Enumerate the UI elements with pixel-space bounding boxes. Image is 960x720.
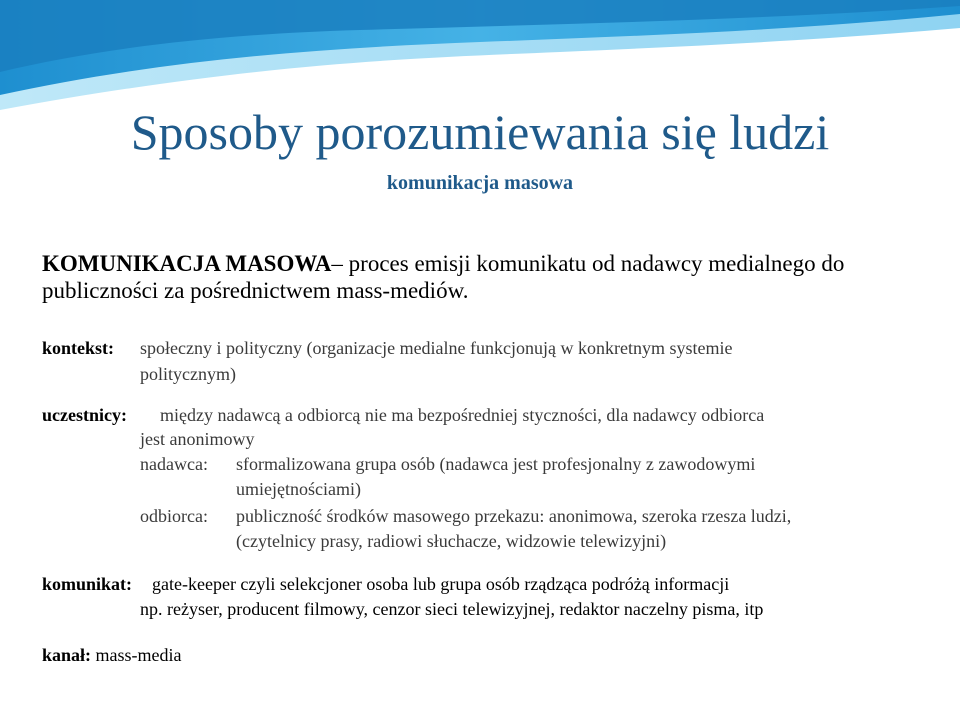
odbiorca-line-1: publiczność środków masowego przekazu: anonimowa, szeroka rzesza ludzi, — [236, 506, 792, 526]
nadawca-line-1: sformalizowana grupa osób (nadawca jest profesjonalny z zawodowymi — [236, 454, 756, 474]
odbiorca-line-2: (czytelnicy prasy, radiowi słuchacze, widzowie telewizyjni) — [236, 531, 667, 551]
header-wave-decoration — [0, 0, 960, 120]
komunikat-label: komunikat: — [42, 574, 133, 594]
page-title: Sposoby porozumiewania się ludzi — [130, 104, 830, 160]
definition-term: KOMUNIKACJA MASOWA — [42, 251, 332, 276]
uczestnicy-label: uczestnicy: — [42, 405, 127, 425]
kontekst-label: kontekst: — [42, 338, 115, 358]
odbiorca-label: odbiorca: — [140, 506, 208, 526]
kanal-row — [42, 643, 182, 667]
kanal-label: kanał: — [42, 645, 92, 665]
uczestnicy-line-2: jest anonimowy — [140, 429, 255, 449]
kontekst-line-1: społeczny i polityczny (organizacje medialne funkcjonują w konkretnym systemie — [140, 338, 733, 358]
nadawca-label: nadawca: — [140, 454, 208, 474]
definition-line-1 — [42, 250, 844, 278]
kontekst-line-2: politycznym) — [140, 364, 236, 384]
definition-text-2: publiczności za pośrednictwem mass-mediów. — [42, 278, 469, 303]
komunikat-line-1: gate-keeper czyli selekcjoner osoba lub grupa osób rządząca podróżą informacji — [152, 574, 730, 594]
page-subtitle: komunikacja masowa — [386, 172, 574, 194]
uczestnicy-line-1: między nadawcą a odbiorcą nie ma bezpośredniej styczności, dla nadawcy odbiorca — [160, 405, 765, 425]
definition-text-1: – proces emisji komunikatu od nadawcy medialnego do — [331, 251, 845, 276]
nadawca-line-2: umiejętnościami) — [236, 479, 361, 499]
komunikat-line-2: np. reżyser, producent filmowy, cenzor sieci telewizyjnej, redaktor naczelny pisma, itp — [140, 599, 764, 619]
kanal-text: mass-media — [95, 645, 182, 665]
